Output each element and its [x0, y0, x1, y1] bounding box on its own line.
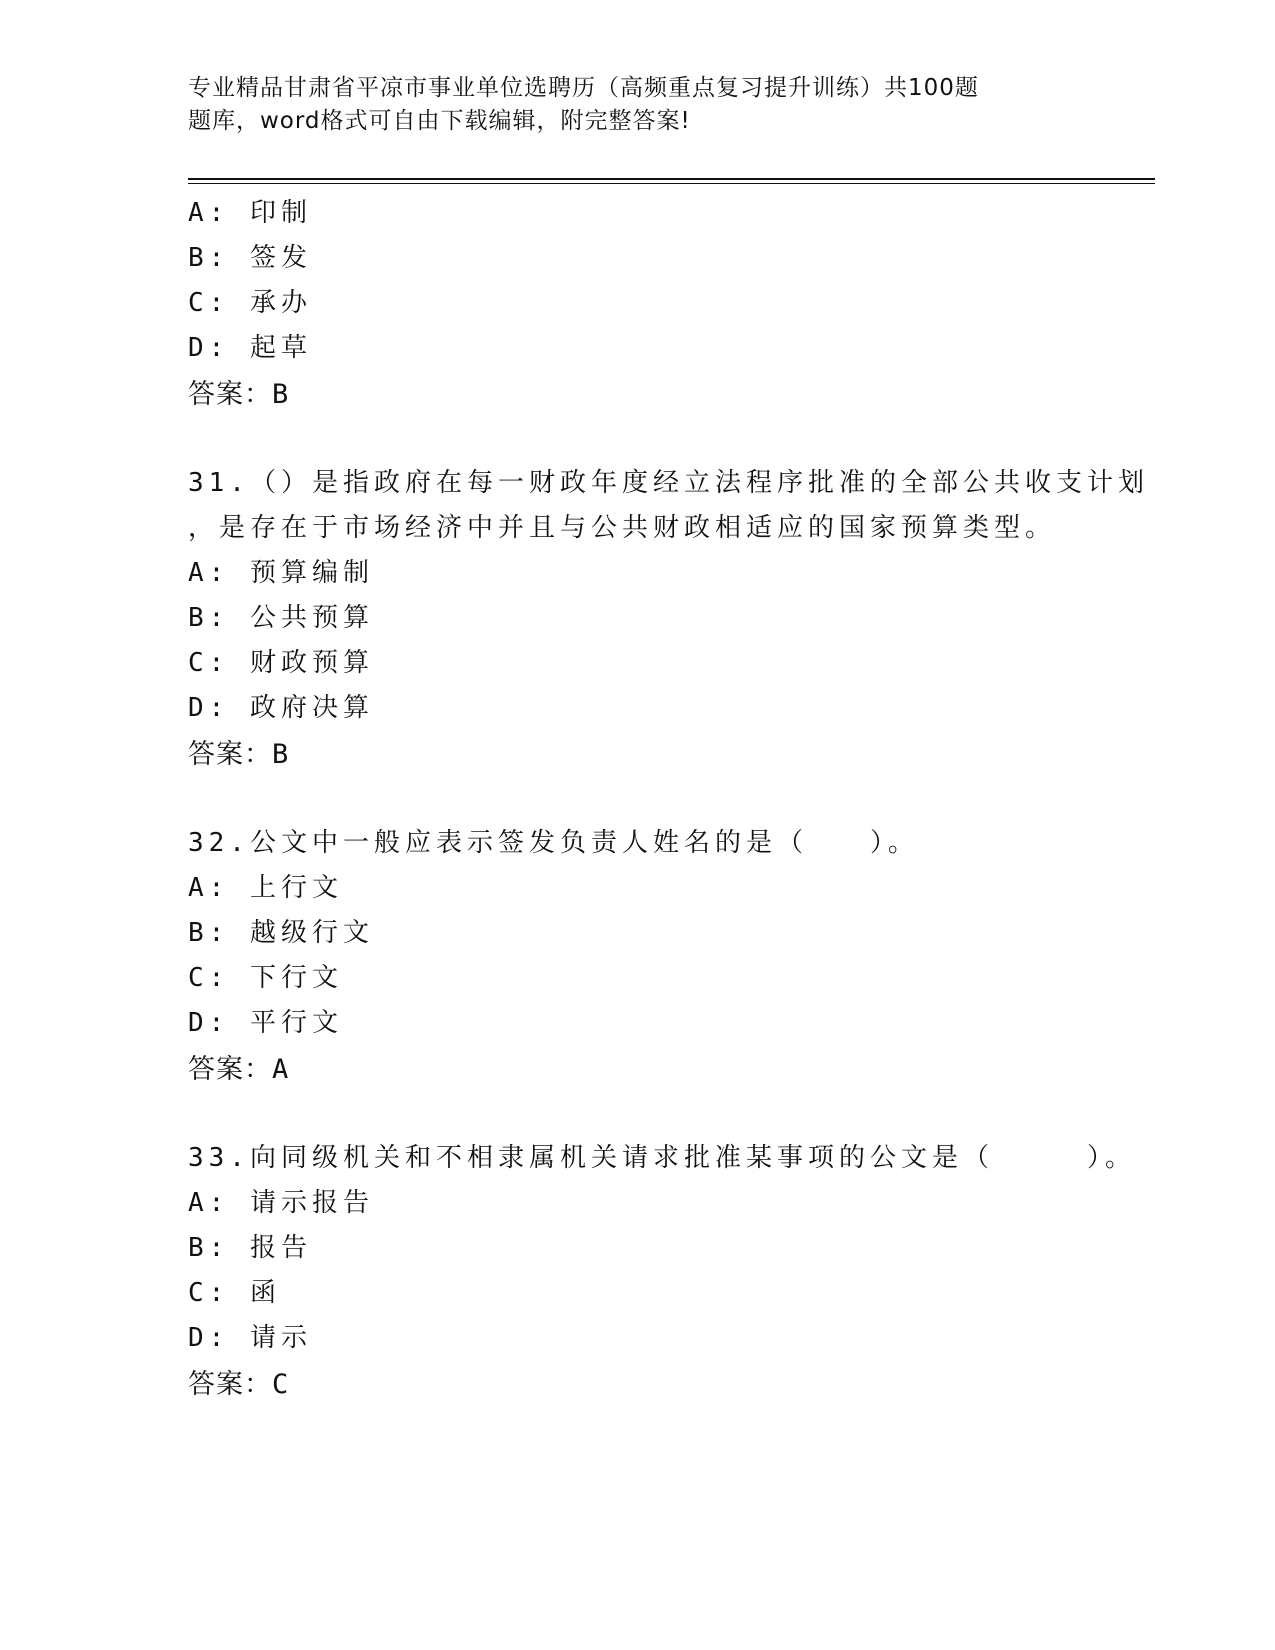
q32-option-a: A: 上行文: [188, 873, 343, 903]
q32-option-b: B: 越级行文: [188, 918, 374, 948]
q31-option-b: B: 公共预算: [188, 603, 374, 633]
q33-option-c: C: 函: [188, 1278, 281, 1308]
q32-option-d: D: 平行文: [188, 1008, 343, 1038]
q33-answer: [188, 1362, 289, 1401]
answer-label: 答案：: [188, 739, 272, 770]
header-title-line-1: 专业精品甘肃省平凉市事业单位选聘历（高频重点复习提升训练）共100题: [188, 75, 979, 101]
q32-option-c: C: 下行文: [188, 963, 343, 993]
answer-label: 答案：: [188, 379, 272, 410]
q31-stem-line-1: 31.（）是指政府在每一财政年度经立法程序批准的全部公共收支计划: [188, 468, 1149, 498]
answer-value: C: [272, 1369, 290, 1400]
q33-stem: 33.向同级机关和不相隶属机关请求批准某事项的公文是（ ）。: [188, 1143, 1136, 1173]
answer-label: 答案：: [188, 1369, 272, 1400]
q30-option-b: B: 签发: [188, 243, 312, 273]
q33-option-b: B: 报告: [188, 1233, 312, 1263]
q33-option-d: D: 请示: [188, 1323, 312, 1353]
answer-value: B: [272, 739, 290, 770]
header-divider-thick: [188, 178, 1155, 180]
header-divider-thin: [188, 183, 1155, 184]
q30-option-c: C: 承办: [188, 288, 312, 318]
q31-answer: [188, 732, 289, 771]
q30-option-a: A: 印制: [188, 198, 312, 228]
q32-answer: [188, 1047, 289, 1086]
q31-option-c: C: 财政预算: [188, 648, 374, 678]
answer-value: B: [272, 379, 290, 410]
answer-value: A: [272, 1054, 290, 1085]
q33-option-a: A: 请示报告: [188, 1188, 374, 1218]
header-title-line-2: 题库，word格式可自由下载编辑，附完整答案!: [188, 108, 691, 134]
q30-answer: [188, 372, 289, 411]
q32-stem: 32.公文中一般应表示签发负责人姓名的是（ ）。: [188, 828, 919, 858]
answer-label: 答案：: [188, 1054, 272, 1085]
document-header: [188, 72, 1028, 138]
q31-stem-line-2: ，是存在于市场经济中并且与公共财政相适应的国家预算类型。: [188, 513, 1057, 543]
q31-option-d: D: 政府决算: [188, 693, 374, 723]
q30-option-d: D: 起草: [188, 333, 312, 363]
q31-option-a: A: 预算编制: [188, 558, 374, 588]
